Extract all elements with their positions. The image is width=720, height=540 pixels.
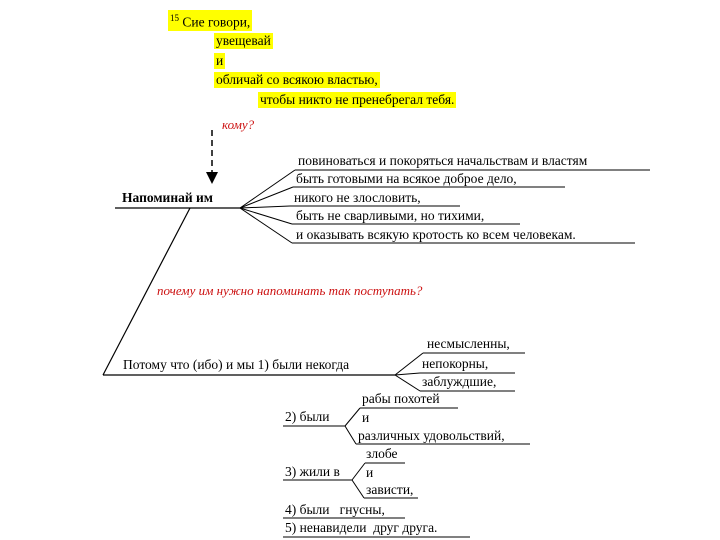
item4-prefix: 4) были <box>285 502 330 517</box>
item3-b: и <box>366 465 374 480</box>
item3-branch-c <box>352 480 364 498</box>
verse-line-1 <box>168 10 252 31</box>
item5 <box>285 520 437 536</box>
item3-c: зависти, <box>366 482 414 497</box>
verse-line-3: и <box>216 53 224 68</box>
question-why: почему им нужно напоминать так поступать? <box>157 283 423 298</box>
branch-line-4 <box>240 208 292 224</box>
item2-a: рабы похотей <box>362 391 440 406</box>
branch-line-5 <box>240 208 292 243</box>
item1-a: несмысленны, <box>427 336 510 351</box>
item5-text: друг друга. <box>373 520 438 535</box>
item2-b: и <box>362 410 370 425</box>
verse-line-4: обличай со всякою властью, <box>216 72 378 87</box>
branch-3: никого не злословить, <box>294 190 421 205</box>
item4 <box>285 502 385 518</box>
verse-number: 15 <box>170 13 179 23</box>
branch-line-3 <box>240 206 290 208</box>
item1-branch-a <box>395 353 423 375</box>
item1-b: непокорны, <box>422 356 489 371</box>
verse-line-5: чтобы никто не пренебрегал тебя. <box>260 92 455 107</box>
item2-branch-c <box>345 426 356 444</box>
verse-line-2: увещевай <box>216 33 271 48</box>
branch-4: быть не сварливыми, но тихими, <box>296 208 485 223</box>
reason-label <box>123 357 349 373</box>
arrow-head <box>206 172 218 184</box>
item4-text: гнусны, <box>339 502 385 517</box>
item3-branch-a <box>352 463 365 480</box>
verse-line-1-text: Сие говори, <box>182 14 251 30</box>
item3-prefix: 3) жили в <box>285 464 340 479</box>
item2-c: различных удовольствий, <box>358 428 505 443</box>
item1-c: заблуждшие, <box>422 374 497 389</box>
item1-prefix: 1) были некогда <box>257 357 350 372</box>
main-label: Напоминай им <box>122 190 213 205</box>
item5-prefix: 5) ненавидели <box>285 520 367 535</box>
item1-branch-b <box>395 373 420 375</box>
branch-2: быть готовыми на всякое доброе дело, <box>296 171 517 186</box>
branch-5: и оказывать всякую кротость ко всем человекам. <box>296 227 576 242</box>
reason-label-text: Потому что (ибо) и мы <box>123 357 255 372</box>
item3-a: злобе <box>366 446 398 461</box>
question-whom: кому? <box>222 117 255 132</box>
item2-prefix: 2) были <box>285 409 330 424</box>
branch-1: повиноваться и покоряться начальствам и властям <box>298 153 588 168</box>
item1-branch-c <box>395 375 420 391</box>
item2-branch-a <box>345 408 360 426</box>
